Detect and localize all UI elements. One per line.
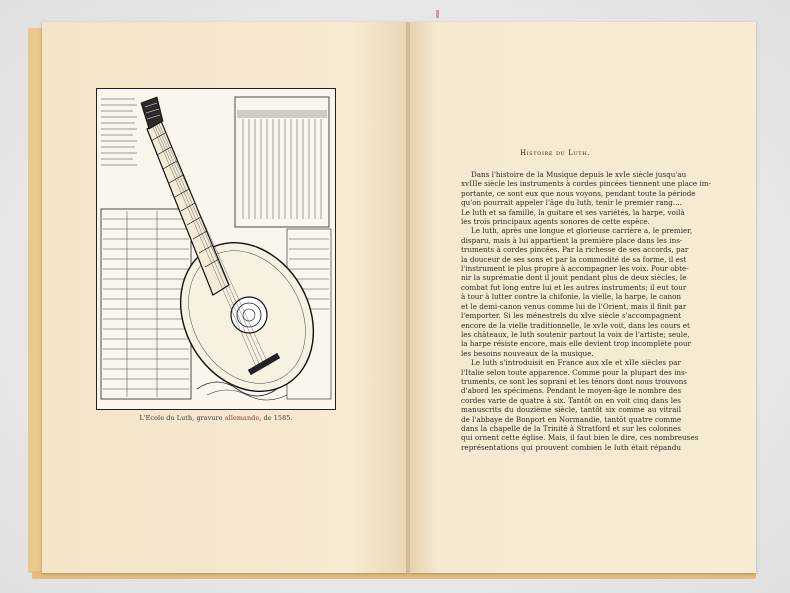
text-line: cordes varie de quatre à six. Tantôt on en voit cinq dans les: [461, 395, 681, 405]
body-text: [461, 170, 711, 452]
text-line: l'Italie selon toute apparence. Comme pour la plupart des ins-: [461, 367, 688, 377]
text-line: Le luth s'introduisit en France aux xIe et xIIe siècles par: [471, 358, 681, 368]
text-line: Le luth, après une longue et glorieuse carrière a, le premier,: [471, 226, 693, 236]
text-line: dans la chapelle de la Trinité à Stratford et sur les colonnes: [461, 423, 681, 433]
lute-engraving-image: [97, 89, 335, 409]
text-line: encore de la vielle traditionnelle, le xvIe voit, dans les cours et: [461, 320, 690, 330]
text-line: la douceur de ses sons et par la commodité de sa forme, il est: [461, 254, 687, 264]
text-line: représentations qui prouvent combien le luth était répandu: [461, 442, 681, 452]
text-line: combat fut long entre lui et les autres instruments; il eut tour: [461, 282, 687, 292]
text-line: qu'on pourrait appeler l'âge du luth, tenir le premier rang....: [461, 198, 682, 208]
text-line: manuscrits du douzième siècle, tantôt six comme au vitrail: [461, 405, 681, 415]
caption-text-after: , de 1585.: [259, 414, 293, 422]
text-line: qui ornent cette église. Mais, il faut bien le dire, ces nombreuses: [461, 433, 699, 443]
text-line: portante, ce sont eux que nous voyons, pendant toute la période: [461, 188, 696, 198]
text-line: les besoins nouveaux de la musique.: [461, 348, 594, 358]
text-line: l'emporter. Si les ménestrels du xIve siècle s'accompagnent: [461, 311, 681, 321]
text-line: l'instrument le plus propre à accompagner les voix. Pour obte-: [461, 264, 689, 274]
text-line: Le luth et sa famille, la guitare et ses variétés, la harpe, voilà: [461, 207, 685, 217]
text-line: truments, ce sont les soprani et les ténors dont nous trouvons: [461, 376, 687, 386]
text-line: Dans l'histoire de la Musique depuis le xvIe siècle jusqu'au: [471, 170, 687, 179]
figure-caption: [96, 414, 336, 422]
lute-engraving-illustration: [96, 88, 336, 410]
text-line: nir la suprématie dont il jouit pendant plus de deux siècles, le: [461, 273, 687, 283]
text-line: la harpe résiste encore, mais elle devient trop incomplète pour: [461, 339, 691, 349]
caption-text-before: L'Ecole du Luth, gravure: [139, 414, 225, 422]
caption-highlight: allemande: [224, 414, 260, 422]
text-line: d'abord les spécimens. Pendant le moyen-âge le nombre des: [461, 386, 682, 396]
text-line: truments à cordes pincées. Par la richesse de ses accords, par: [461, 245, 689, 255]
bookmark-tab: [436, 10, 439, 18]
text-line: de l'abbaye de Bonport en Normandie, tantôt quatre comme: [461, 414, 682, 424]
text-line: les trois principaux agents sonores de cette espèce.: [461, 217, 650, 227]
text-line: et le demi-canon venus comme lui de l'Orient, mais il finit par: [461, 301, 687, 311]
text-line: à tour à lutter contre la chifonie, la vielle, la harpe, le canon: [461, 292, 682, 302]
chapter-heading: Histoire du Luth.: [520, 149, 590, 157]
text-line: les châteaux, le luth soutenir partout la voix de l'artiste; seule,: [461, 329, 690, 339]
text-line: disparu, mais à lui appartient la première place dans les ins-: [461, 235, 683, 245]
text-line: xvIIIe siècle les instruments à cordes pincées tiennent une place im-: [461, 179, 711, 189]
